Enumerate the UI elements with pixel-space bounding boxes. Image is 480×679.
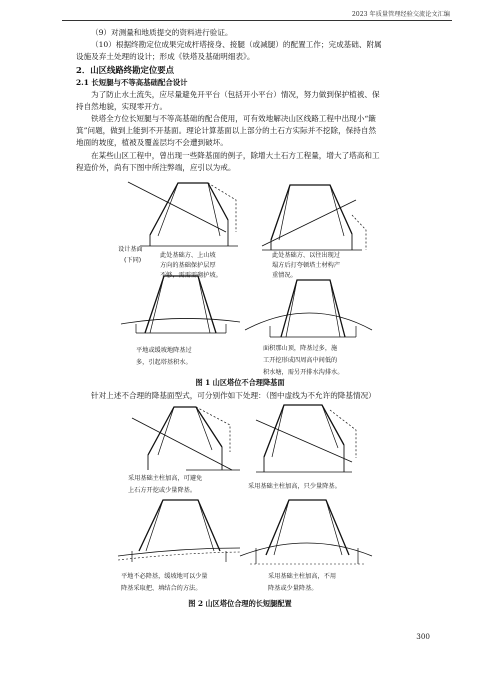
fig1-note-d1: 面积那山顶，降基过多，施 bbox=[263, 345, 338, 352]
fig1-tower-c bbox=[121, 276, 240, 333]
figure2-caption: 图 2 山区塔位合理的长短腿配置 bbox=[188, 599, 292, 608]
paragraph-line: 针对上述不合理的降基面型式，可分别作如下处理：（图中虚线为不允许的降基情况） bbox=[91, 391, 376, 400]
fig2-note-c1: 平地不必降基，缓坡地可以少量 bbox=[121, 573, 208, 580]
paragraph-line: （9）对测量和地质提交的资料进行验证。 bbox=[91, 28, 233, 37]
section-heading: 2．山区线路终勘定位要点 bbox=[76, 65, 174, 75]
paragraph-line: 持自然地貌，实现零开方。 bbox=[76, 102, 168, 111]
paragraph-line: 箕”问题，做到上能到不开基面。理论计算基面以上部分的土石方实际并不挖除，保持自然 bbox=[76, 126, 377, 135]
fig1-design-sublabel: (下同) bbox=[124, 257, 142, 264]
fig1-note-a2: 方向的基础保护层厚 bbox=[160, 262, 216, 269]
fig1-note-d3: 积水塘，需另开排水沟排水。 bbox=[263, 369, 344, 376]
running-header: 2023 年质量管理经验交流论文汇编 bbox=[351, 11, 450, 18]
paragraph-line: 程造价外，尚有下图中所注弊端，应引以为戒。 bbox=[76, 163, 236, 172]
fig1-note-c2: 多，引起塔基积水。 bbox=[136, 359, 192, 366]
fig1-note-c1: 平地或缓坡地降基过 bbox=[136, 347, 192, 354]
fig2-note-b1: 采用基础主柱加高，只少量降基。 bbox=[248, 483, 341, 490]
fig2-note-d1: 采用基础主柱加高，不用 bbox=[268, 573, 337, 580]
paragraph-line: （10）根据终勘定位成果完成杆塔接身、接腿（或减腿）的配置工作；完成基础、附属 bbox=[91, 40, 382, 49]
paragraph-line: 地面的坡度，植被及覆盖层均不会遭到破坏。 bbox=[76, 138, 228, 147]
page-number: 300 bbox=[416, 632, 430, 641]
fig1-note-b1: 此处基础方、以往出现过 bbox=[272, 252, 341, 259]
paragraph-line: 铁塔全方位长短腿与不等高基础的配合使用，可有效地解决山区线路工程中出现小“簸 bbox=[91, 114, 376, 123]
fig2-tower-d bbox=[240, 500, 372, 564]
paragraph-line: 在某些山区工程中，曾出现一些降基面的例子，除增大土石方工程量，增大了塔高和工 bbox=[91, 151, 380, 160]
fig1-design-label: 设计基面 bbox=[118, 246, 143, 253]
fig2-note-c2: 降基采取把、填结合的方法。 bbox=[121, 585, 202, 592]
fig2-tower-a bbox=[132, 407, 240, 470]
fig1-note-a1: 此处基础方、上山坡 bbox=[160, 252, 216, 259]
fig1-tower-a bbox=[128, 182, 238, 246]
fig2-note-a1: 采用基础主柱加高，可避免 bbox=[128, 475, 203, 482]
fig1-note-d2: 工开挖形成四周高中间低的 bbox=[263, 357, 338, 364]
paragraph-line: 为了防止水土流失，应尽量避免开平台（包括开小平台）情况，努力做到保护植被、保 bbox=[91, 90, 380, 99]
fig1-note-b3: 重情况。 bbox=[272, 272, 297, 279]
fig1-note-a3: 不够，需需需砌护坡。 bbox=[160, 272, 222, 279]
subsection-heading: 2.1 长短腿与不等高基础配合设计 bbox=[76, 78, 188, 87]
paragraph-line: 设施及弃土处理的设计；形成《铁塔及基础明细表》。 bbox=[76, 52, 255, 61]
fig1-tower-d bbox=[245, 280, 372, 337]
fig2-tower-c bbox=[118, 500, 240, 562]
fig1-tower-b bbox=[262, 185, 366, 250]
fig2-note-a2: 上石方开挖或少量降基。 bbox=[128, 487, 197, 494]
fig2-note-d2: 降基或少量降基。 bbox=[268, 585, 318, 592]
figure1-caption: 图 1 山区塔位不合理降基面 bbox=[195, 378, 285, 387]
fig2-tower-b bbox=[256, 405, 356, 472]
fig1-note-b2: 塌方后打夸顿塔土材构产 bbox=[272, 262, 341, 269]
